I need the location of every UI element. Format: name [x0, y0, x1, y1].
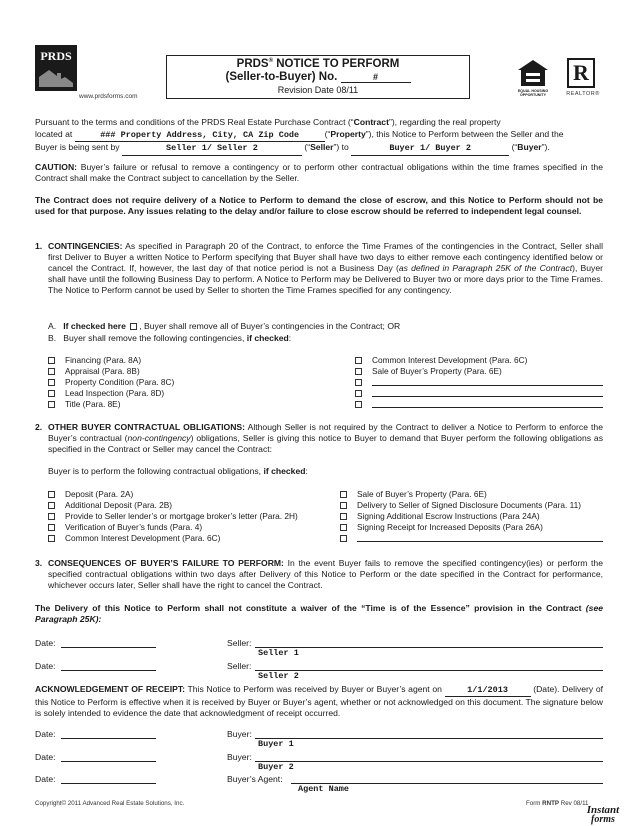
section1-number: 1.	[35, 241, 43, 251]
seller1-signature-field[interactable]	[255, 647, 603, 648]
seller1-name: Seller 1	[258, 648, 299, 658]
buyer-label: Buyer:	[227, 752, 252, 762]
realtor-letter: R	[573, 60, 589, 85]
contingency-item: Common Interest Development (Para. 6C)	[355, 355, 527, 366]
contingency-checkbox[interactable]	[48, 390, 55, 397]
obligation-item: Verification of Buyer’s funds (Para. 4)	[48, 522, 202, 533]
contingency-item: Financing (Para. 8A)	[48, 355, 141, 366]
section3-paragraph: CONSEQUENCES OF BUYER’S FAILURE TO PERFORM: In the event Buyer fails to remove the specified contingency(ies) or perform the specified contractual obligations within two days after Delivery of this Notice to Perform or the date specified in the Contract for performance, whichever occurs later, Seller shall have the right to cancel the Contract.	[48, 558, 603, 590]
date-field[interactable]	[61, 761, 156, 762]
obligation-item: Common Interest Development (Para. 6C)	[48, 533, 220, 544]
page-title: PRDS® NOTICE TO PERFORM	[236, 58, 400, 70]
obligation-item: Deposit (Para. 2A)	[48, 489, 133, 500]
escrow-notice-paragraph: The Contract does not require delivery of a Notice to Perform to demand the close of escrow, and this Notice to Perform should not be used for that purpose. Any issues relating to the delay and/or failure to close escrow should be referred to independent legal counsel.	[35, 195, 603, 216]
property-address-field[interactable]: ### Property Address, City, CA Zip Code	[75, 130, 325, 143]
seller-label: Seller:	[227, 638, 252, 648]
copyright: Copyright© 2011 Advanced Real Estate Solutions, Inc.	[35, 800, 185, 807]
agent-name: Agent Name	[298, 784, 350, 794]
instantforms-line2: forms	[591, 814, 615, 825]
waiver-paragraph: The Delivery of this Notice to Perform shall not constitute a waiver of the “Time is of the Essence” provision in the Contract (see Paragraph 25K):	[35, 603, 603, 624]
contingency-item: Sale of Buyer’s Property (Para. 6E)	[355, 366, 502, 377]
section2-lead: Buyer is to perform the following contractual obligations, if checked:	[48, 466, 308, 476]
date-label: Date:	[35, 661, 56, 671]
instantforms-line1: Instant	[586, 804, 620, 816]
house-silhouette-icon	[35, 65, 77, 89]
contingency-checkbox[interactable]	[355, 357, 362, 364]
contingency-blank-line[interactable]	[372, 385, 603, 386]
acknowledgement-paragraph: ACKNOWLEDGEMENT OF RECEIPT: This Notice to Perform was received by Buyer or Buyer’s agent on 1/1/2013 (Date). Delivery of this Notice to Perform is effective when it is received by Buyer or Buyer’s agent, whether or not acknowledged on this document. The signature below is solely intended to evidence the date that acknowledgment of receipt occurred.	[35, 684, 604, 718]
obligation-item: Sale of Buyer’s Property (Para. 6E)	[340, 489, 487, 500]
buyer2-name: Buyer 2	[258, 762, 294, 772]
buyer-names-field[interactable]: Buyer 1/ Buyer 2	[351, 143, 509, 156]
obligation-item: Provide to Seller lender’s or mortgage broker’s letter (Para. 2H)	[48, 511, 298, 522]
seller-names-field[interactable]: Seller 1/ Seller 2	[122, 143, 302, 156]
obligation-checkbox[interactable]	[340, 513, 347, 520]
obligation-checkbox[interactable]	[48, 513, 55, 520]
obligation-item: Additional Deposit (Para. 2B)	[48, 500, 172, 511]
buyer2-signature-field[interactable]	[255, 761, 603, 762]
instantforms-logo	[578, 806, 628, 824]
intro-paragraph: Pursuant to the terms and conditions of the PRDS Real Estate Purchase Contract (“Contract”), regarding the real property located at ### Property Address, City, CA Zip Code (“Property”), this Notice to Perform between the Seller and the Buyer is being sent by Seller 1/ Seller 2 (“Seller”) to Buyer 1/ Buyer 2 (“Buyer”).	[35, 117, 603, 156]
option-b-row: B. Buyer shall remove the following contingencies, if checked:	[48, 333, 292, 343]
obligation-blank-line[interactable]	[357, 541, 603, 542]
obligation-checkbox[interactable]	[340, 524, 347, 531]
realtor-logo	[562, 58, 602, 100]
contingency-item-blank	[355, 388, 372, 399]
date-field[interactable]	[61, 647, 156, 648]
form-id: Form RNTP Rev 08/11	[526, 800, 589, 807]
prds-logo	[35, 45, 77, 91]
contingency-item: Lead Inspection (Para. 8D)	[48, 388, 164, 399]
agent-label: Buyer’s Agent:	[227, 774, 283, 784]
obligation-item-blank	[340, 533, 357, 544]
section2-number: 2.	[35, 422, 43, 432]
buyer1-name: Buyer 1	[258, 739, 294, 749]
buyer-label: Buyer:	[227, 729, 252, 739]
obligation-item: Delivery to Seller of Signed Disclosure Documents (Para. 11)	[340, 500, 581, 511]
contingency-item: Property Condition (Para. 8C)	[48, 377, 174, 388]
contingency-checkbox[interactable]	[48, 357, 55, 364]
obligation-checkbox[interactable]	[48, 524, 55, 531]
contingency-checkbox[interactable]	[48, 379, 55, 386]
seller2-signature-field[interactable]	[255, 670, 603, 671]
buyer1-signature-field[interactable]	[255, 738, 603, 739]
contingency-checkbox[interactable]	[355, 379, 362, 386]
contingency-checkbox[interactable]	[355, 401, 362, 408]
option-a-row: A. If checked here , Buyer shall remove all of Buyer’s contingencies in the Contract; OR	[48, 321, 401, 331]
obligation-checkbox[interactable]	[48, 491, 55, 498]
contingency-item-blank	[355, 377, 372, 388]
seller2-name: Seller 2	[258, 671, 299, 681]
realtor-text: REALTOR®	[566, 91, 600, 97]
date-field[interactable]	[61, 670, 156, 671]
contingency-checkbox[interactable]	[48, 401, 55, 408]
obligation-checkbox[interactable]	[48, 502, 55, 509]
receipt-date-field[interactable]: 1/1/2013	[445, 685, 531, 697]
date-label: Date:	[35, 729, 56, 739]
option-a-checkbox[interactable]	[130, 323, 137, 330]
contingency-item: Title (Para. 8E)	[48, 399, 120, 410]
section1-paragraph: CONTINGENCIES: As specified in Paragraph 20 of the Contract, to enforce the Time Frames of the contingencies in the Contract, Seller shall first Deliver to Buyer a written Notice to Perform specifying that Buyer shall have two days to either remove each contingency identified below or cancel the Contract. If, however, the last day of that notice period is not a Business Day (as defined in Paragraph 25K of the Contract), Buyer shall have until the following Business Day to perform. A Notice to Perform may be Delivered to Buyer two or more days prior to the Time Frames. The Notice to Perform cannot be used by Seller to shorten the Time Frames specified for any contingency.	[48, 241, 603, 295]
equal-housing-logo	[514, 58, 552, 98]
obligation-checkbox[interactable]	[340, 502, 347, 509]
contingency-item: Appraisal (Para. 8B)	[48, 366, 140, 377]
obligation-item: Signing Receipt for Increased Deposits (Para 26A)	[340, 522, 543, 533]
section2-paragraph: OTHER BUYER CONTRACTUAL OBLIGATIONS: Although Seller is not required by the Contract to deliver a Notice to Perform to enforce the Buyer’s contractual (non-contingency) obligations, Seller is giving this notice to Buyer to demand that Buyer perform the following obligations as specified in the Contract or Seller may cancel the Contract:	[48, 422, 603, 454]
date-label: Date:	[35, 752, 56, 762]
date-label: Date:	[35, 638, 56, 648]
obligation-item: Signing Additional Escrow Instructions (Para 24A)	[340, 511, 540, 522]
date-field[interactable]	[61, 738, 156, 739]
equal-housing-text: EQUAL HOUSING OPPORTUNITY	[517, 89, 549, 97]
section3-number: 3.	[35, 558, 43, 568]
seller-label: Seller:	[227, 661, 252, 671]
obligation-checkbox[interactable]	[48, 535, 55, 542]
prds-logo-text: PRDS	[40, 49, 72, 63]
equal-housing-icon	[514, 58, 552, 88]
page-subtitle: (Seller-to-Buyer) No. #	[166, 71, 470, 83]
contingency-blank-line[interactable]	[372, 407, 603, 408]
contingency-checkbox[interactable]	[355, 390, 362, 397]
obligation-checkbox[interactable]	[340, 491, 347, 498]
obligation-checkbox[interactable]	[340, 535, 347, 542]
date-field[interactable]	[61, 783, 156, 784]
contingency-checkbox[interactable]	[48, 368, 55, 375]
revision-date: Revision Date 08/11	[277, 85, 359, 95]
website-url: www.prdsforms.com	[79, 93, 138, 100]
notice-number-field[interactable]: #	[341, 72, 411, 83]
caution-paragraph: CAUTION: Buyer’s failure or refusal to remove a contingency or to perform other contractual obligations within the time frames specified in the Contract shall make the Contract subject to cancellation by the Seller.	[35, 162, 603, 183]
contingency-item-blank	[355, 399, 372, 410]
date-label: Date:	[35, 774, 56, 784]
contingency-checkbox[interactable]	[355, 368, 362, 375]
contingency-blank-line[interactable]	[372, 396, 603, 397]
realtor-box	[567, 58, 595, 88]
